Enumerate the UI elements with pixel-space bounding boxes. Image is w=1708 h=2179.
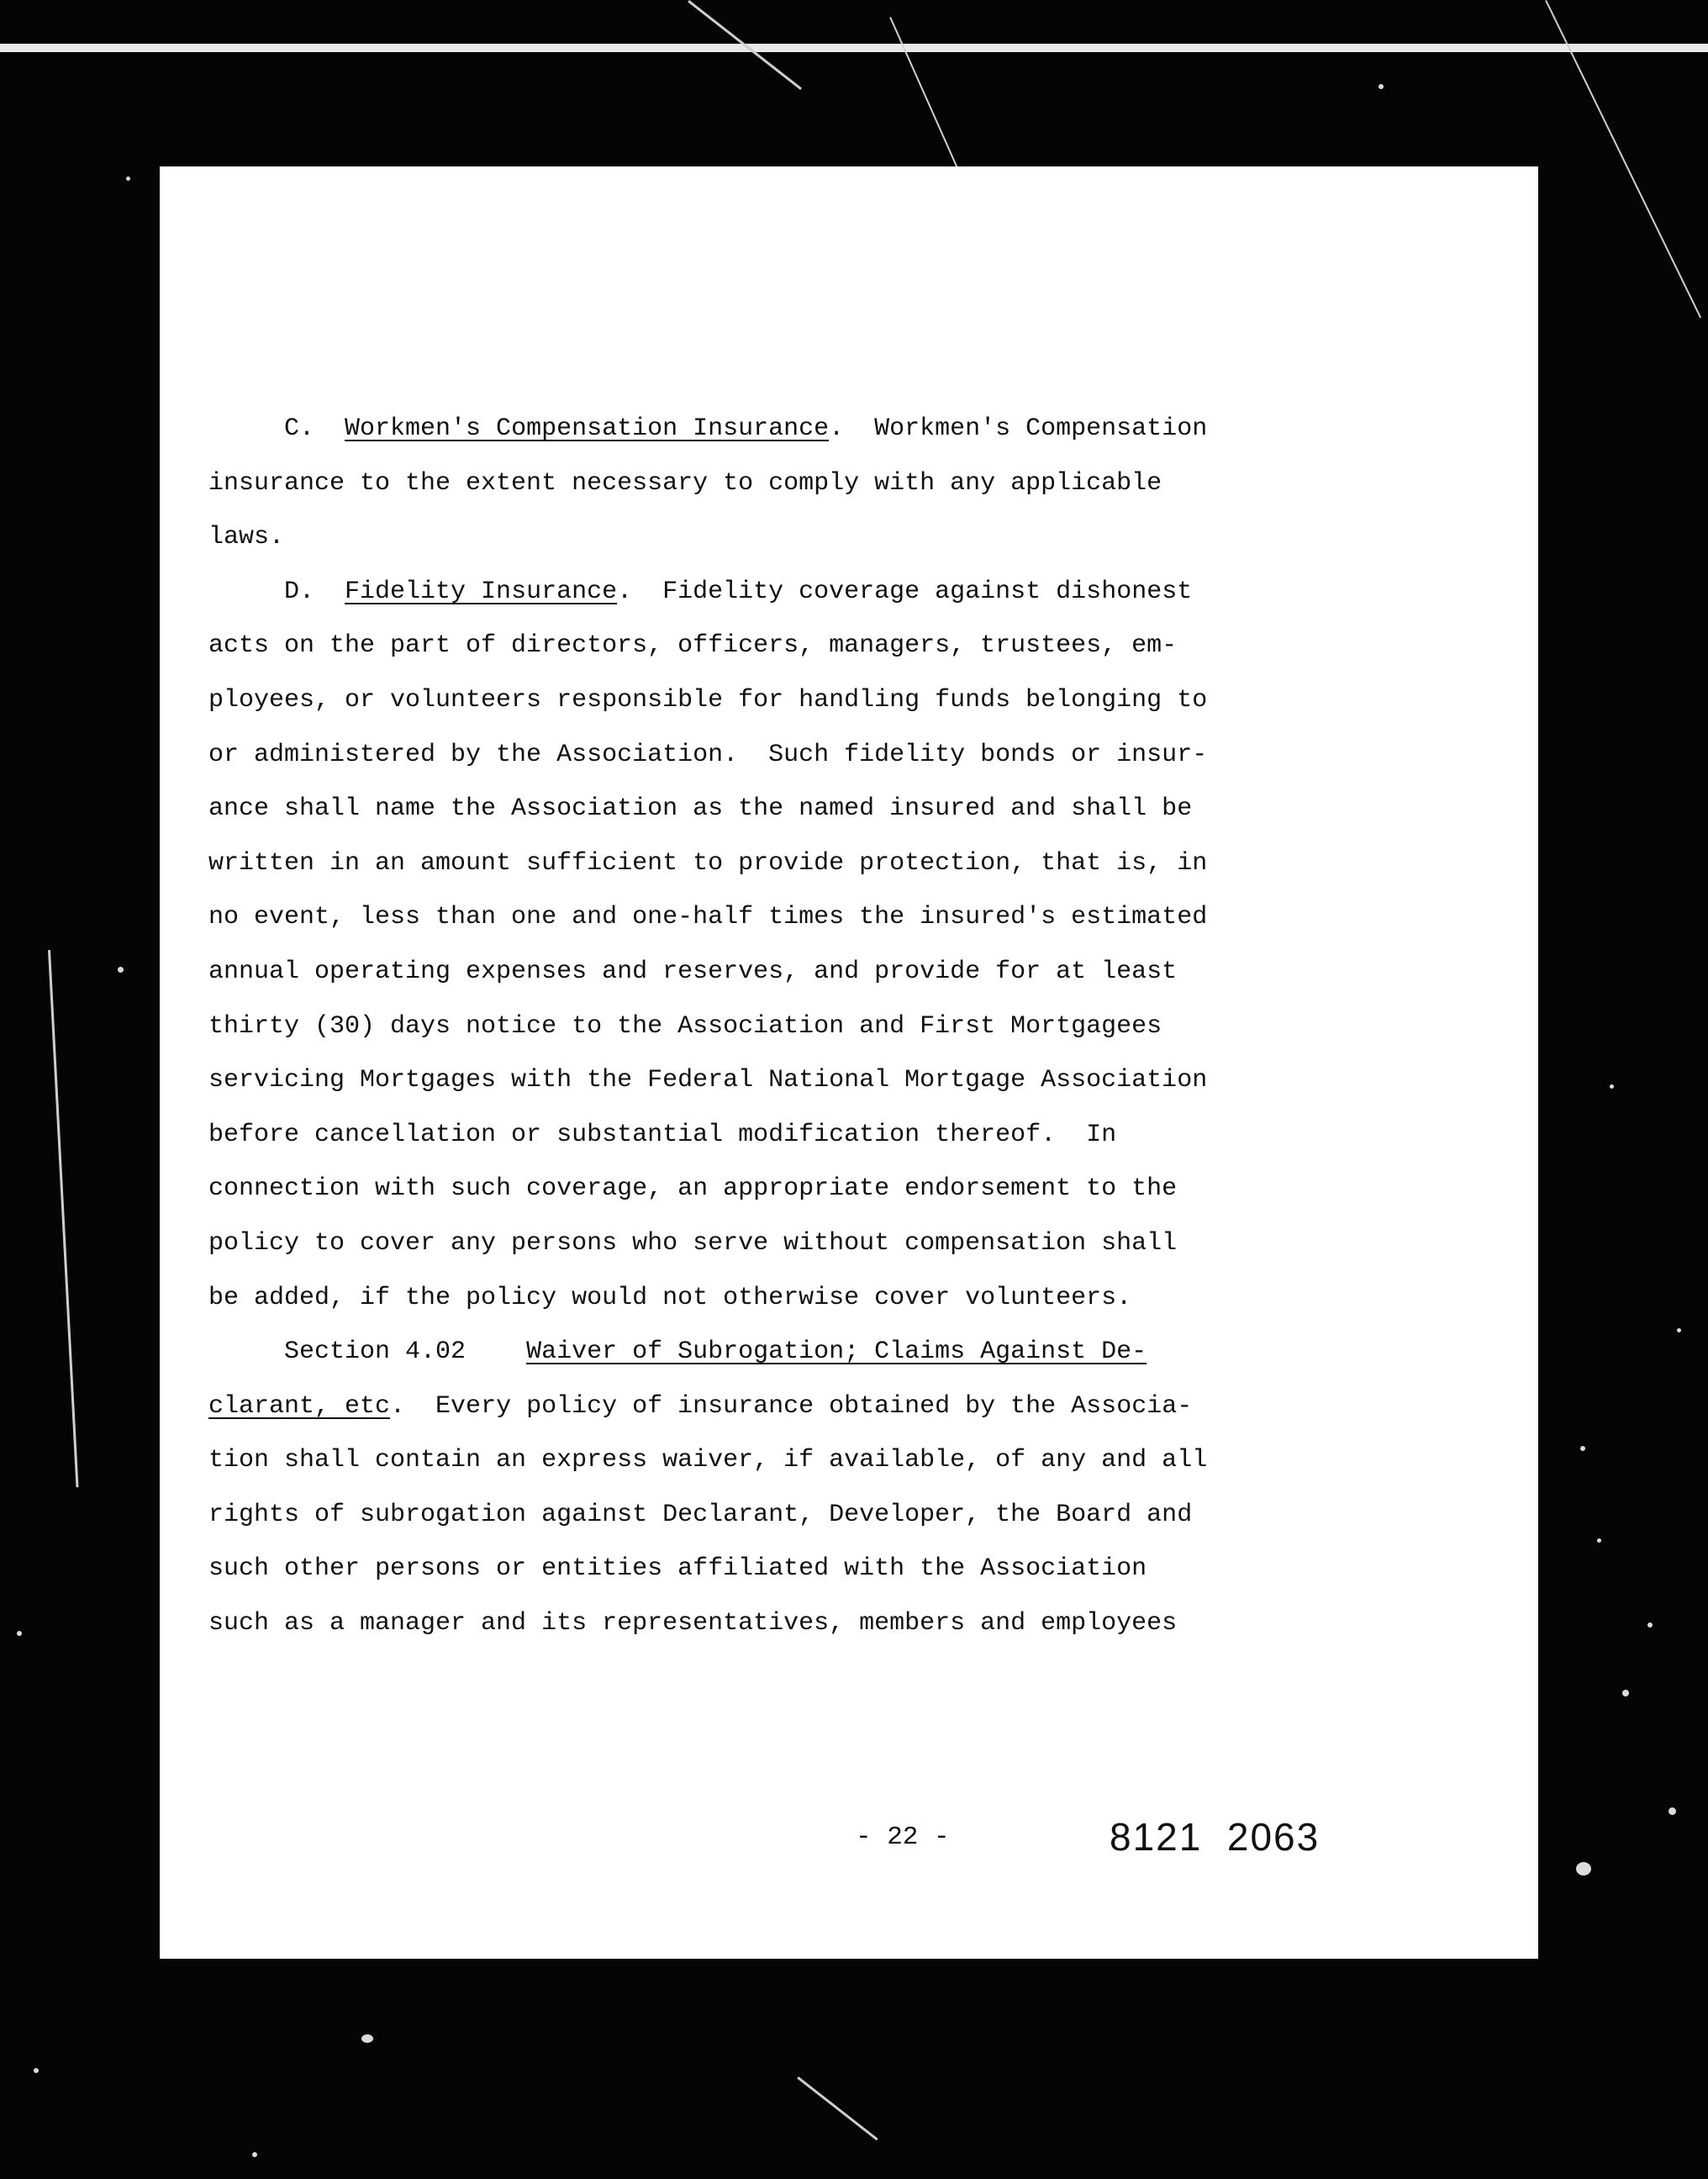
underlined-heading-text: clarant, etc	[208, 1391, 391, 1421]
scan-speck	[126, 177, 130, 181]
text-line	[208, 673, 1444, 728]
scan-speck	[1597, 1538, 1601, 1543]
scan-speck	[1647, 1622, 1653, 1628]
text-run: be added, if the policy would not otherwise cover volunteers.	[208, 1283, 1132, 1312]
scan-speck	[361, 2034, 373, 2043]
text-line	[208, 1108, 1444, 1163]
text-run: before cancellation or substantial modification thereof. In	[208, 1120, 1117, 1149]
text-run: rights of subrogation against Declarant, Developer, the Board and	[208, 1500, 1193, 1529]
scan-speck	[1610, 1084, 1614, 1089]
scan-speck	[118, 967, 124, 973]
text-run: written in an amount sufficient to provide protection, that is, in	[208, 848, 1208, 878]
text-line	[208, 1542, 1444, 1596]
text-line	[208, 1000, 1444, 1054]
text-line	[208, 782, 1444, 836]
scan-speck	[1668, 1807, 1676, 1815]
text-run: or administered by the Association. Such fidelity bonds or insur-	[208, 740, 1208, 769]
scan-scratch	[48, 950, 78, 1487]
scan-speck	[1622, 1690, 1629, 1696]
document-body-text	[208, 402, 1444, 1651]
text-line	[208, 1325, 1444, 1380]
scan-speck	[1576, 1862, 1591, 1876]
text-run: Section 4.02	[208, 1337, 527, 1367]
text-line	[208, 890, 1444, 945]
text-run: acts on the part of directors, officers, managers, trustees, em-	[208, 631, 1178, 661]
scan-speck	[34, 2068, 39, 2073]
paragraph	[208, 565, 1444, 1325]
text-run: annual operating expenses and reserves, and provide for at least	[208, 957, 1178, 986]
text-line	[208, 510, 1444, 565]
text-line	[208, 1271, 1444, 1326]
text-run: policy to cover any persons who serve without compensation shall	[208, 1228, 1178, 1258]
text-run: C.	[208, 414, 345, 443]
text-run: such as a manager and its representatives, members and employees	[208, 1609, 1178, 1638]
page-number: - 22 -	[856, 1823, 950, 1852]
text-run: thirty (30) days notice to the Association and First Mortgagees	[208, 1011, 1162, 1041]
text-line	[208, 402, 1444, 456]
text-run: . Fidelity coverage against dishonest	[617, 577, 1193, 606]
text-line	[208, 1433, 1444, 1488]
text-line	[208, 456, 1444, 511]
text-run: ance shall name the Association as the named insured and shall be	[208, 794, 1193, 824]
paragraph	[208, 402, 1444, 565]
text-line	[208, 945, 1444, 1000]
text-run: no event, less than one and one-half times the insured's estimated	[208, 903, 1208, 932]
scan-speck	[1677, 1328, 1681, 1332]
text-line	[208, 836, 1444, 891]
scan-speck	[1580, 1446, 1585, 1451]
scan-scratch	[797, 2076, 878, 2140]
scan-scratch	[889, 17, 959, 171]
underlined-heading-text: Fidelity Insurance	[345, 577, 618, 606]
text-line	[208, 1596, 1444, 1651]
text-run: . Every policy of insurance obtained by the Associa-	[390, 1391, 1193, 1421]
text-line	[208, 619, 1444, 673]
scan-speck	[17, 1631, 22, 1636]
text-run: connection with such coverage, an appropriate endorsement to the	[208, 1174, 1178, 1204]
text-line	[208, 1380, 1444, 1434]
text-run: . Workmen's Compensation	[829, 414, 1208, 443]
text-run: servicing Mortgages with the Federal National Mortgage Association	[208, 1066, 1208, 1095]
text-line	[208, 728, 1444, 783]
text-line	[208, 1162, 1444, 1216]
text-line	[208, 1216, 1444, 1271]
scanner-edge-bar	[0, 44, 1708, 52]
text-run: tion shall contain an express waiver, if available, of any and all	[208, 1446, 1208, 1475]
paragraph	[208, 1325, 1444, 1651]
text-line	[208, 1488, 1444, 1543]
document-number: 8121 2063	[1110, 1815, 1321, 1859]
text-run: D.	[208, 577, 345, 606]
text-run: insurance to the extent necessary to comply with any applicable	[208, 468, 1162, 498]
text-run: ployees, or volunteers responsible for handling funds belonging to	[208, 685, 1208, 715]
text-run: laws.	[208, 523, 285, 552]
text-line	[208, 1053, 1444, 1108]
underlined-heading-text: Waiver of Subrogation; Claims Against De-	[526, 1337, 1147, 1367]
scan-speck	[1379, 84, 1384, 89]
underlined-heading-text: Workmen's Compensation Insurance	[345, 414, 830, 443]
scan-speck	[252, 2152, 257, 2157]
text-run: such other persons or entities affiliated with the Association	[208, 1554, 1147, 1584]
text-line	[208, 565, 1444, 620]
